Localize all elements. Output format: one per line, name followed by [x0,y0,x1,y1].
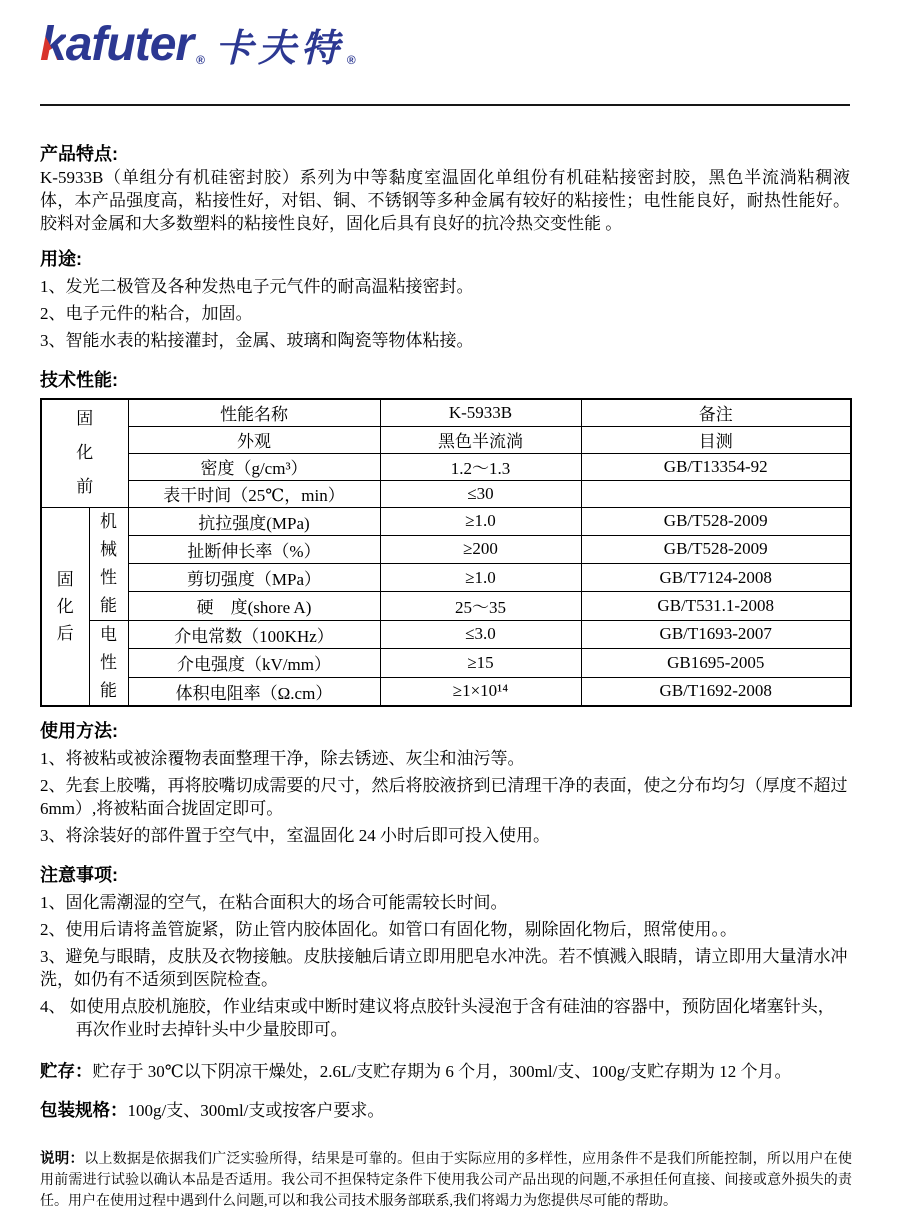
cell-remark: GB1695-2005 [581,649,851,678]
usage-item: 3、智能水表的粘接灌封，金属、玻璃和陶瓷等物体粘接。 [40,331,474,350]
disclaimer-label: 说明： [40,1150,85,1167]
cell-property-name: 剪切强度（MPa） [128,564,380,592]
usage-list [40,275,850,352]
header-divider [40,104,850,106]
packaging-label: 包装规格： [40,1099,128,1120]
note-item: 1、固化需潮湿的空气，在粘合面积大的场合可能需较长时间。 [40,892,508,912]
section-heading-notes: 注意事项: [40,864,118,885]
section-heading-features: 产品特点: [40,144,118,164]
cell-remark: GB/T531.1-2008 [581,592,851,620]
table-row-shear-strength [41,564,851,592]
usage-item: 1、发光二极管及各种发热电子元气件的耐高温粘接密封。 [40,277,474,296]
method-item: 2、先套上胶嘴，再将胶嘴切成需要的尺寸，然后将胶液挤到已清理干净的表面，使之分布均匀（厚度不超过6mm）,将被粘面合拢固定即可。 [40,775,848,818]
logo-rest-letters: afuter [65,18,194,71]
cell-value: 1.2～1.3 [380,453,581,480]
table-row-tensile-strength [41,507,851,535]
cell-property-name: 外观 [128,426,380,453]
cell-value: ≥200 [380,535,581,563]
cell-value: ≤3.0 [380,620,581,649]
column-header-property: 性能名称 [128,399,380,426]
storage-line [40,1059,850,1084]
cell-value: 25～35 [380,592,581,620]
section-heading-tech: 技术性能: [40,370,118,390]
usage-item: 2、电子元件的粘合，加固。 [40,304,253,323]
table-row-tack-free-time [41,480,851,507]
cell-property-name: 体积电阻率（Ω.cm） [128,677,380,706]
cell-value: ≥1.0 [380,507,581,535]
method-item: 1、将被粘或被涂覆物表面整理干净，除去锈迹、灰尘和油污等。 [40,748,525,768]
cell-remark: GB/T528-2009 [581,535,851,563]
cell-property-name: 介电强度（kV/mm） [128,649,380,678]
cell-value: ≤30 [380,480,581,507]
cell-value: ≥15 [380,649,581,678]
cell-value: ≥1.0 [380,564,581,592]
packaging-line [40,1098,850,1123]
cell-property-name: 扯断伸长率（%） [128,535,380,563]
cell-remark [581,480,851,507]
note-item: 3、避免与眼睛，皮肤及衣物接触。皮肤接触后请立即用肥皂水冲洗。若不慎溅入眼睛，请立即用大量清水冲洗，如仍有不适须到医院检查。 [40,946,848,989]
kafuter-logo [40,10,850,72]
cell-subgroup-mechanical: 机械性能 [89,507,128,620]
table-row-hardness [41,592,851,620]
cell-property-name: 密度（g/cm³） [128,453,380,480]
column-header-product: K-5933B [380,399,581,426]
cell-subgroup-electrical: 电性能 [89,620,128,706]
table-row-density [41,453,851,480]
cell-property-name: 介电常数（100KHz） [128,620,380,649]
storage-text: 贮存于 30℃以下阴凉干燥处，2.6L/支贮存期为 6 个月，300ml/支、100g/支贮存期为 12 个月。 [92,1061,792,1081]
features-paragraph: K-5933B（单组分有机硅密封胶）系列为中等黏度室温固化单组份有机硅粘接密封胶，黑色半流淌粘稠液体，本产品强度高，粘接性好，对铝、铜、不锈钢等多种金属有较好的粘接性；电性能良好，耐热性能好。 胶料对金属和大多数塑料的粘接性良好，固化后具有良好的抗冷热交变性能 。 [40,168,850,233]
disclaimer-paragraph [40,1149,852,1212]
registered-mark-icon: ® [196,53,205,67]
note-item: 2、使用后请将盖管旋紧，防止管内胶体固化。如管口有固化物，剔除固化物后，照常使用。。 [40,919,737,939]
cell-group-pre-cure: 固化前 [41,399,128,507]
section-heading-method: 使用方法: [40,720,118,741]
logo-chinese-wordmark: 卡夫特 [214,28,344,70]
cell-value: 黑色半流淌 [380,426,581,453]
packaging-text: 100g/支、300ml/支或按客户要求。 [127,1100,385,1120]
cell-remark: 目测 [581,426,851,453]
tech-specs-table [40,398,852,707]
cell-property-name: 抗拉强度(MPa) [128,507,380,535]
logo-k-letter: k [40,18,66,71]
table-row-dielectric-constant [41,620,851,649]
disclaimer-text: 以上数据是依据我们广泛实验所得，结果是可靠的。但由于实际应用的多样性，应用条件不是我们所能控制，所以用户在使用前需进行试验以确认本品是否适用。我公司不担保特定条件下使用我公司产品出现的问题,不承担任何直接、间接或意外损失的责任。用户在使用过程中遇到什么问题,可以和我公司技术服务部联系,我们将竭力为您提供尽可能的帮助。 [40,1151,852,1209]
cell-remark: GB/T7124-2008 [581,564,851,592]
table-row-appearance [41,426,851,453]
table-row-elongation [41,535,851,563]
section-heading-usage: 用途: [40,249,82,269]
method-list [40,747,850,847]
storage-label: 贮存： [40,1060,93,1081]
table-row-dielectric-strength [41,649,851,678]
column-header-remark: 备注 [581,399,851,426]
table-row-header [41,399,851,426]
cell-remark: GB/T528-2009 [581,507,851,535]
method-item: 3、将涂装好的部件置于空气中，室温固化 24 小时后即可投入使用。 [40,825,550,845]
note-item: 4、 如使用点胶机施胶，作业结束或中断时建议将点胶针头浸泡于含有硅油的容器中，预防固化堵塞针头，再次作业时去掉针头中少量胶即可。 [40,996,835,1039]
logo-latin-wordmark [40,18,193,72]
cell-property-name: 表干时间（25℃，min） [128,480,380,507]
table-row-volume-resistivity [41,677,851,706]
notes-list [40,891,850,1041]
registered-mark-icon: ® [346,53,356,67]
cell-value: ≥1×10¹⁴ [380,677,581,706]
cell-property-name: 硬 度(shore A) [128,592,380,620]
cell-group-post-cure: 固化后 [41,507,89,706]
cell-remark: GB/T1693-2007 [581,620,851,649]
cell-remark: GB/T13354-92 [581,453,851,480]
cell-remark: GB/T1692-2008 [581,677,851,706]
